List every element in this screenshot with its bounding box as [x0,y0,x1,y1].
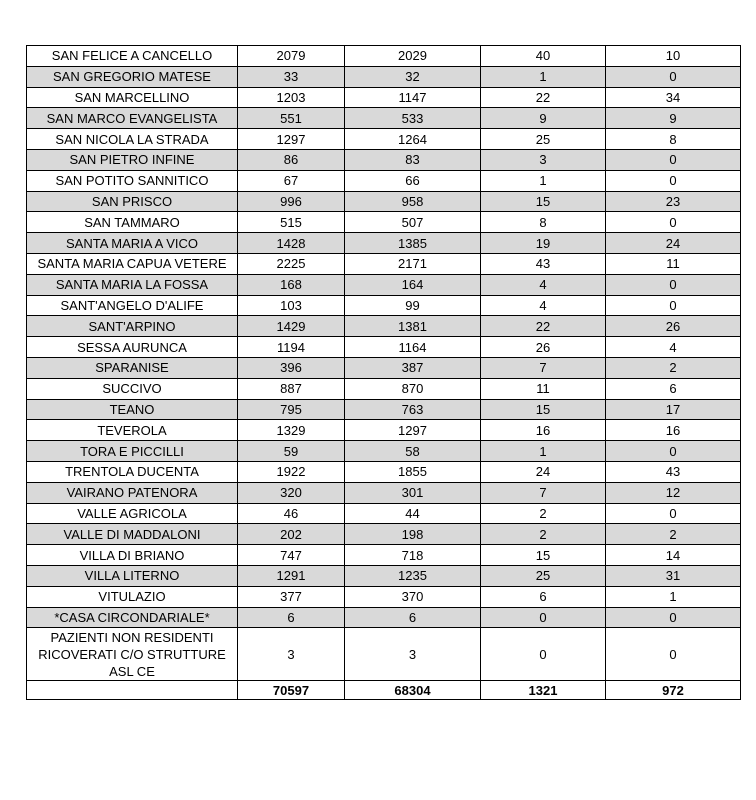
value-cell: 4 [606,337,741,358]
table-row [27,295,741,316]
table-row [27,420,741,441]
value-cell: 24 [481,461,606,482]
value-cell: 23 [606,191,741,212]
value-cell: 9 [481,108,606,129]
value-cell: 26 [606,316,741,337]
value-cell: 16 [606,420,741,441]
municipality-cell: PAZIENTI NON RESIDENTI RICOVERATI C/O STRUTTURE ASL CE [27,628,238,681]
value-cell: 168 [238,274,345,295]
value-cell: 7 [481,357,606,378]
value-cell: 1381 [345,316,481,337]
value-cell: 1291 [238,565,345,586]
value-cell: 747 [238,545,345,566]
municipality-cell: SAN TAMMARO [27,212,238,233]
table-row [27,357,741,378]
table-row [27,253,741,274]
municipality-cell: VILLA LITERNO [27,565,238,586]
value-cell: 301 [345,482,481,503]
total-value-cell: 1321 [481,681,606,700]
value-cell: 19 [481,233,606,254]
value-cell: 44 [345,503,481,524]
value-cell: 958 [345,191,481,212]
table-row [27,482,741,503]
table-row [27,66,741,87]
table-row [27,378,741,399]
municipality-cell: SAN MARCELLINO [27,87,238,108]
municipality-cell: TEVEROLA [27,420,238,441]
value-cell: 0 [481,628,606,681]
value-cell: 11 [606,253,741,274]
value-cell: 2 [606,524,741,545]
value-cell: 1194 [238,337,345,358]
value-cell: 387 [345,357,481,378]
value-cell: 795 [238,399,345,420]
municipality-cell: SAN GREGORIO MATESE [27,66,238,87]
value-cell: 32 [345,66,481,87]
value-cell: 4 [481,295,606,316]
value-cell: 0 [606,66,741,87]
value-cell: 15 [481,399,606,420]
value-cell: 4 [481,274,606,295]
value-cell: 0 [606,628,741,681]
municipality-cell: VAIRANO PATENORA [27,482,238,503]
value-cell: 7 [481,482,606,503]
municipality-cell: SAN POTITO SANNITICO [27,170,238,191]
value-cell: 1297 [345,420,481,441]
municipality-cell: SANT'ARPINO [27,316,238,337]
value-cell: 0 [606,607,741,628]
municipality-cell: SANTA MARIA CAPUA VETERE [27,253,238,274]
table-row [27,337,741,358]
value-cell: 26 [481,337,606,358]
table-row [27,441,741,462]
value-cell: 2171 [345,253,481,274]
total-value-cell: 70597 [238,681,345,700]
table-row [27,316,741,337]
municipality-cell: VALLE AGRICOLA [27,503,238,524]
table-body [27,46,741,700]
table-row [27,170,741,191]
value-cell: 551 [238,108,345,129]
municipality-cell: SAN MARCO EVANGELISTA [27,108,238,129]
value-cell: 996 [238,191,345,212]
table-row [27,191,741,212]
table-row [27,545,741,566]
municipality-cell: VITULAZIO [27,586,238,607]
municipality-cell: *CASA CIRCONDARIALE* [27,607,238,628]
value-cell: 34 [606,87,741,108]
value-cell: 103 [238,295,345,316]
value-cell: 67 [238,170,345,191]
value-cell: 202 [238,524,345,545]
municipality-cell: SPARANISE [27,357,238,378]
municipality-cell: SAN NICOLA LA STRADA [27,129,238,150]
value-cell: 58 [345,441,481,462]
value-cell: 25 [481,565,606,586]
municipality-cell: TEANO [27,399,238,420]
municipality-cell: VALLE DI MADDALONI [27,524,238,545]
value-cell: 1428 [238,233,345,254]
table-row [27,607,741,628]
value-cell: 33 [238,66,345,87]
value-cell: 396 [238,357,345,378]
table-row [27,129,741,150]
value-cell: 3 [481,149,606,170]
municipality-cell: SANT'ANGELO D'ALIFE [27,295,238,316]
value-cell: 83 [345,149,481,170]
table-row [27,461,741,482]
value-cell: 887 [238,378,345,399]
value-cell: 46 [238,503,345,524]
value-cell: 14 [606,545,741,566]
value-cell: 8 [606,129,741,150]
value-cell: 99 [345,295,481,316]
value-cell: 718 [345,545,481,566]
value-cell: 66 [345,170,481,191]
value-cell: 2 [481,524,606,545]
value-cell: 2 [481,503,606,524]
table-row [27,87,741,108]
value-cell: 1 [481,66,606,87]
value-cell: 6 [238,607,345,628]
total-value-cell: 972 [606,681,741,700]
table-row [27,503,741,524]
value-cell: 2225 [238,253,345,274]
municipality-cell: SAN FELICE A CANCELLO [27,46,238,67]
value-cell: 15 [481,545,606,566]
value-cell: 16 [481,420,606,441]
value-cell: 59 [238,441,345,462]
value-cell: 10 [606,46,741,67]
value-cell: 0 [606,295,741,316]
value-cell: 0 [606,441,741,462]
value-cell: 320 [238,482,345,503]
value-cell: 763 [345,399,481,420]
municipality-cell: TRENTOLA DUCENTA [27,461,238,482]
value-cell: 870 [345,378,481,399]
municipality-cell: TORA E PICCILLI [27,441,238,462]
value-cell: 1 [606,586,741,607]
total-label-cell [27,681,238,700]
value-cell: 1235 [345,565,481,586]
value-cell: 1147 [345,87,481,108]
value-cell: 1297 [238,129,345,150]
value-cell: 43 [481,253,606,274]
data-table [26,45,741,700]
value-cell: 533 [345,108,481,129]
value-cell: 1385 [345,233,481,254]
value-cell: 86 [238,149,345,170]
value-cell: 1 [481,441,606,462]
table-row [27,46,741,67]
value-cell: 507 [345,212,481,233]
municipality-cell: SUCCIVO [27,378,238,399]
table-row [27,274,741,295]
value-cell: 515 [238,212,345,233]
table-row [27,586,741,607]
value-cell: 6 [481,586,606,607]
value-cell: 198 [345,524,481,545]
value-cell: 164 [345,274,481,295]
table-row [27,233,741,254]
value-cell: 0 [606,212,741,233]
value-cell: 370 [345,586,481,607]
value-cell: 3 [238,628,345,681]
value-cell: 1 [481,170,606,191]
value-cell: 0 [606,170,741,191]
municipality-cell: SESSA AURUNCA [27,337,238,358]
value-cell: 12 [606,482,741,503]
value-cell: 1203 [238,87,345,108]
table-row [27,565,741,586]
value-cell: 17 [606,399,741,420]
value-cell: 25 [481,129,606,150]
table-row [27,399,741,420]
value-cell: 1855 [345,461,481,482]
value-cell: 1429 [238,316,345,337]
table-row [27,212,741,233]
value-cell: 6 [345,607,481,628]
municipality-cell: SANTA MARIA A VICO [27,233,238,254]
value-cell: 22 [481,316,606,337]
value-cell: 15 [481,191,606,212]
municipality-cell: SAN PIETRO INFINE [27,149,238,170]
value-cell: 1164 [345,337,481,358]
value-cell: 11 [481,378,606,399]
value-cell: 31 [606,565,741,586]
value-cell: 43 [606,461,741,482]
value-cell: 3 [345,628,481,681]
value-cell: 1922 [238,461,345,482]
value-cell: 2 [606,357,741,378]
value-cell: 8 [481,212,606,233]
value-cell: 40 [481,46,606,67]
table-row [27,108,741,129]
value-cell: 9 [606,108,741,129]
municipality-cell: SAN PRISCO [27,191,238,212]
value-cell: 6 [606,378,741,399]
value-cell: 0 [606,503,741,524]
total-row [27,681,741,700]
value-cell: 22 [481,87,606,108]
value-cell: 24 [606,233,741,254]
value-cell: 2029 [345,46,481,67]
value-cell: 0 [606,149,741,170]
value-cell: 1329 [238,420,345,441]
value-cell: 377 [238,586,345,607]
municipality-cell: SANTA MARIA LA FOSSA [27,274,238,295]
value-cell: 0 [481,607,606,628]
value-cell: 1264 [345,129,481,150]
table-row [27,149,741,170]
table-row [27,628,741,681]
total-value-cell: 68304 [345,681,481,700]
value-cell: 0 [606,274,741,295]
municipality-cell: VILLA DI BRIANO [27,545,238,566]
value-cell: 2079 [238,46,345,67]
table-row [27,524,741,545]
